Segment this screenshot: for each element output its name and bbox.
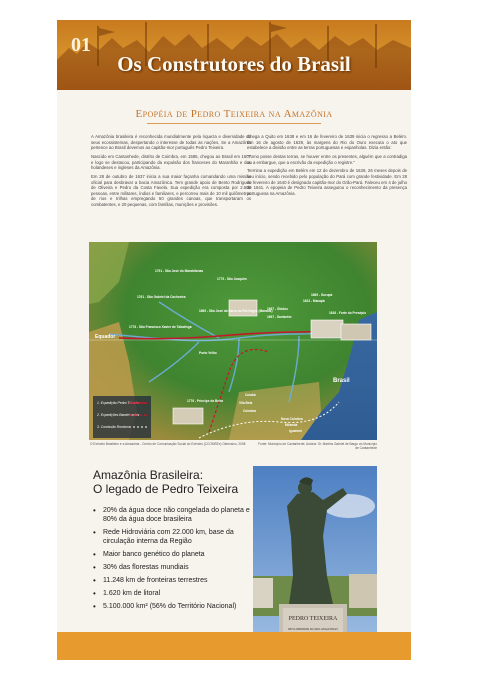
- map-place-label: 1776 - Príncipe da Beira: [187, 399, 223, 403]
- country-label: Brasil: [333, 378, 350, 384]
- map-place-label: Porto Velho: [199, 351, 217, 355]
- photo-source-caption: Fonte: Município de Cantanhede; Autoria: Sr. Martins Gabriel de Bargo do Município de Cantanhede: [258, 442, 377, 450]
- statue-photo: [253, 466, 377, 646]
- map-place-label: Miranda: [285, 423, 298, 427]
- paragraph: Chega a Quito em 1638 e em 16 de fevereiro de 1639 inicia o regresso a Belém. Em 16 de agosto de 1639, às margens do Rio do Ouro executa o ato que estabelece a divisão entre as terras portuguesas e espanholas. Dizia então:: [247, 134, 407, 151]
- legend-item: 3. Comissão Rondon: [97, 425, 129, 429]
- legend-item: 1. Expedição Pedro Teixeira: [97, 401, 140, 405]
- map-place-label: 1669 - Gurupá: [311, 293, 333, 297]
- map-place-label: 1791 - São José do Marabitanas: [155, 269, 204, 273]
- facts-heading: [93, 468, 238, 496]
- paragraph: A Amazônia brasileira é reconhecida mundialmente pela riqueza e diversidade de seus ecossistemas, despertando o interesse de todas as nações. Se a Amazônia pertence ao Brasil devemos ao capitão-mor português Pedro Teixeira.: [91, 134, 251, 151]
- article-title: Epopéia de Pedro Teixeira na Amazônia: [135, 108, 333, 120]
- fact-item: • 5.100.000 km² (56% do Território Nacional): [93, 602, 253, 611]
- banner-title: Os Construtores do Brasil: [117, 52, 351, 76]
- fact-item: • 20% da água doce não congelada do planeta e 80% da água doce brasileira: [93, 506, 253, 524]
- facts-list: [93, 506, 253, 615]
- fact-item: • Maior banco genético do planeta: [93, 550, 253, 559]
- footer-band: [57, 632, 411, 660]
- map-place-label: Nova Coimbra: [281, 417, 303, 421]
- plinth-text: DESCOBRIDOR DO RIO AMAZONAS: [288, 627, 338, 631]
- relief-map: [89, 242, 377, 440]
- fact-item: • 11.248 km de fronteiras terrestres: [93, 576, 253, 585]
- map-place-label: 1697 - Santarém: [267, 315, 292, 319]
- facts-heading-line: Amazônia Brasileira:: [93, 468, 204, 482]
- article-left-column: [91, 134, 251, 211]
- fact-item: • 30% das florestas mundiais: [93, 563, 253, 572]
- map-place-label: 1669 - São José da Barra do Rio Negro (Manaus): [199, 309, 273, 313]
- poster: [57, 20, 411, 660]
- plinth-name: PEDRO TEIXEIRA: [288, 616, 338, 622]
- legend-item: 2. Expedições Bandeirantes: [97, 413, 140, 417]
- map-legend: [93, 396, 151, 438]
- map-place-label: 1776 - São Francisco Xavier de Tabatinga: [129, 325, 192, 329]
- map-place-label: 1616 - Forte do Presépio: [329, 311, 367, 315]
- map-place-label: 1761 - São Gabriel da Cachoeira: [137, 295, 186, 299]
- paragraph: Em 28 de outubro de 1637 inicia a sua maior façanha comandando uma missão oficial para desbravar a bacia Amazônica. Tem grande apoio de Bento Rodrigues de Oliveira e Pedro da Costa Favela. Sua expedição era composta por 2.500 pessoas, entre militares, índios e familiares, e percorreu mais de 10 mil quilômetros de rios e trilhas empregando 50 grandes canoas, que transportaram os combatentes, e 20 pequenas, com famílias, munições e provisões.: [91, 173, 251, 207]
- section-number: 01: [71, 34, 91, 56]
- facts-heading-line: O legado de Pedro Teixeira: [93, 482, 239, 496]
- pedro-teixeira-statue-image: [253, 466, 377, 646]
- article-right-column: [247, 134, 407, 200]
- map-place-label: 1775 - São Joaquim: [217, 277, 247, 281]
- header-banner: [57, 20, 411, 90]
- quote-paragraph: "Tomo posse destas terras, se houver entre os presentes, alguém que a contradiga ou a embargue, que a escrivão da expedição o registre.": [247, 153, 407, 165]
- paragraph: Nascido em Cantanhede, distrito de Coimbra, em 1585, chegou ao Brasil em 1607 e logo se destacou, participando da expulsão dos franceses do Maranhão e dos holandeses e ingleses da Amazônia.: [91, 153, 251, 171]
- map-place-label: 1697 - Óbidos: [267, 307, 288, 311]
- paragraph: Termina a expedição em Belém em 12 de dezembro de 1639, 26 meses depois de seu início, sendo recebido pelo população do Pará com grande festividade. Em 28 de fevereiro de 1640 é designado capitão-mor do Grão-Pará. Faleceu em 4 de julho de 1641. A epopeia de Pedro Teixeira assegurou o reconhecimento da presença portuguesa na Amazônia.: [247, 168, 407, 196]
- map-source-caption: O Exército Brasileiro e a Amazônia - Centro de Comunicação Social do Exército (CCOMSEx) Ostensivo, 2008: [90, 442, 246, 446]
- equator-label: Equador: [95, 334, 116, 340]
- amazon-expedition-map: [89, 242, 377, 440]
- map-place-label: Coimbra: [243, 409, 256, 413]
- map-place-label: 1623 - Macapá: [303, 299, 325, 303]
- map-place-label: Iguatemi: [289, 429, 303, 433]
- fact-item: • 1.620 km de litoral: [93, 589, 253, 598]
- map-place-label: Vila Bela: [239, 401, 253, 405]
- title-underline: [147, 123, 321, 124]
- fact-item: • Rede Hidroviária com 22.000 km, base da circulação interna da Região: [93, 528, 253, 546]
- map-place-label: Cuiabá: [245, 393, 256, 397]
